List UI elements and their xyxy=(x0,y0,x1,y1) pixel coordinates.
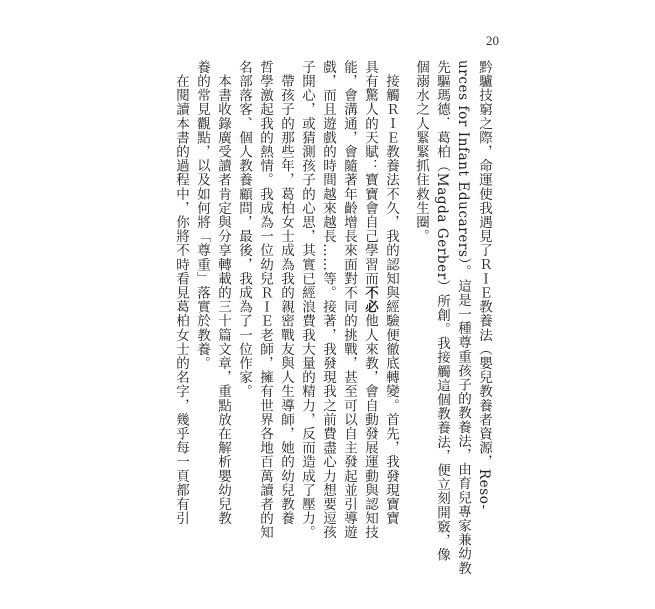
text-column-12: 名部落客、個人教養顧問，最後，我成為了一位作家。 xyxy=(236,60,252,399)
text-column-11: 哲學激起我的熱情。我成為一位幼兒ＲＩＥ老師，擁有世界各地百萬讀者的知 xyxy=(257,60,273,540)
text-column-13: 本書收錄廣受讀者肯定與分享轉載的三十篇文章，重點放在解析嬰幼兒教 xyxy=(215,60,231,526)
page-number: 20 xyxy=(486,33,499,48)
text-column-8: 戲，而且遊戲的時間越來越長……等。接著，我發現我之前費盡心力想要逗孩 xyxy=(320,60,336,540)
text-column-3: 先驅瑪德．葛柏（Magda Gerber）所創。我接觸這個教養法，便立刻開竅，像 xyxy=(434,60,450,562)
text-column-9: 子開心，或猜測孩子的心思，其實已經浪費我大量的精力，反而造成了壓力。 xyxy=(299,60,315,540)
text-column-6 xyxy=(362,60,378,539)
text-column-1: 黔驢技窮之際，命運使我遇見了ＲＩＥ教養法（嬰兒教養者資源，Reso- xyxy=(476,60,492,510)
text-column-15: 在閱讀本書的過程中，你將不時看見葛柏女士的名字，幾乎每一頁都有引 xyxy=(173,60,189,526)
text-column-6-before: 具有驚人的天賦：寶寶會自己學習而 xyxy=(362,60,378,286)
text-column-10: 帶孩子的那些年，葛柏女士成為我的親密戰友與人生導師，她的幼兒教養 xyxy=(278,60,294,526)
text-column-2: urces for Infant Educarers）。這是一種尊重孩子的教養法，由育兒專家兼幼教 xyxy=(455,60,471,576)
text-column-7: 能，會溝通，會隨著年齡增長來面對不同的挑戰，甚至可以自主發起並引導遊 xyxy=(341,60,357,540)
emphasis-text: 不必 xyxy=(362,285,378,314)
text-column-6-after: 他人來教，會自動發展運動與認知技 xyxy=(362,313,378,540)
text-column-14: 養的常見觀點，以及如何將「尊重」落實於教養。 xyxy=(194,60,210,371)
text-column-5: 接觸ＲＩＥ教養法不久，我的認知與經驗便徹底轉變。首先，我發現寶寶 xyxy=(383,60,399,526)
text-column-4: 個溺水之人緊緊抓住救生圈。 xyxy=(413,60,429,244)
